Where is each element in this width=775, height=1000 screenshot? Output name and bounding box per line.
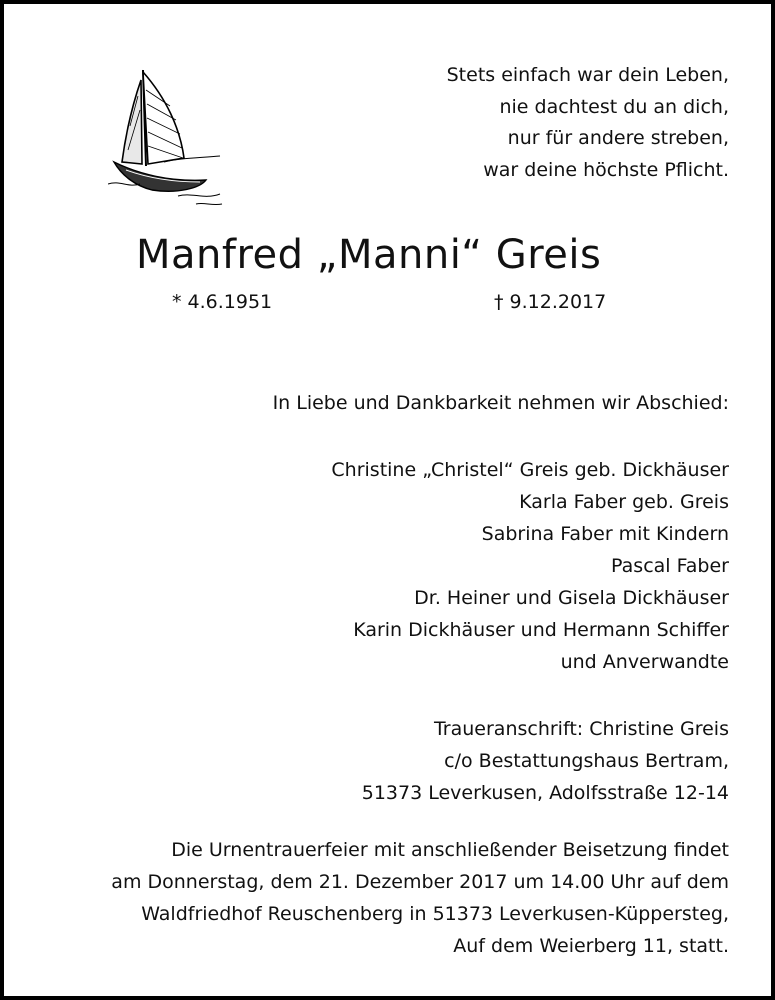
- death-date: † 9.12.2017: [494, 291, 607, 313]
- deceased-name: Manfred „Manni“ Greis: [136, 232, 602, 278]
- birth-date: * 4.6.1951: [172, 291, 273, 313]
- mourner: Pascal Faber: [611, 555, 729, 577]
- farewell-intro: In Liebe und Dankbarkeit nehmen wir Abschied:: [272, 392, 729, 414]
- poem-line: war deine höchste Pflicht.: [483, 158, 729, 181]
- mourner: Sabrina Faber mit Kindern: [481, 523, 729, 545]
- mourner: und Anverwandte: [560, 651, 729, 673]
- condolence-address: [362, 713, 729, 809]
- address-line: Traueranschrift: Christine Greis: [433, 718, 729, 740]
- poem-line: Stets einfach war dein Leben,: [446, 64, 729, 86]
- ceremony-line: Waldfriedhof Reuschenberg in 51373 Leverkusen-Küppersteg,: [141, 903, 729, 925]
- poem-line: nie dachtest du an dich,: [499, 95, 729, 118]
- ceremony-line: Die Urnentrauerfeier mit anschließender Beisetzung findet: [171, 839, 729, 861]
- mourner: Karla Faber geb. Greis: [519, 491, 729, 513]
- ceremony-line: Auf dem Weierberg 11, statt.: [453, 935, 729, 957]
- poem-line: nur für andere streben,: [507, 127, 729, 149]
- address-line: c/o Bestattungshaus Bertram,: [444, 750, 729, 772]
- ceremony-line: am Donnerstag, dem 21. Dezember 2017 um 14.00 Uhr auf dem: [111, 871, 729, 893]
- address-line: 51373 Leverkusen, Adolfsstraße 12-14: [361, 782, 729, 804]
- sailboat-icon: [108, 66, 226, 208]
- mourner: Karin Dickhäuser und Hermann Schiffer: [353, 619, 729, 641]
- mourner: Christine „Christel“ Greis geb. Dickhäuser: [331, 459, 729, 481]
- funeral-ceremony-info: [111, 834, 729, 962]
- poem: [447, 60, 729, 186]
- mourners-list: [331, 454, 729, 678]
- mourner: Dr. Heiner und Gisela Dickhäuser: [414, 587, 729, 609]
